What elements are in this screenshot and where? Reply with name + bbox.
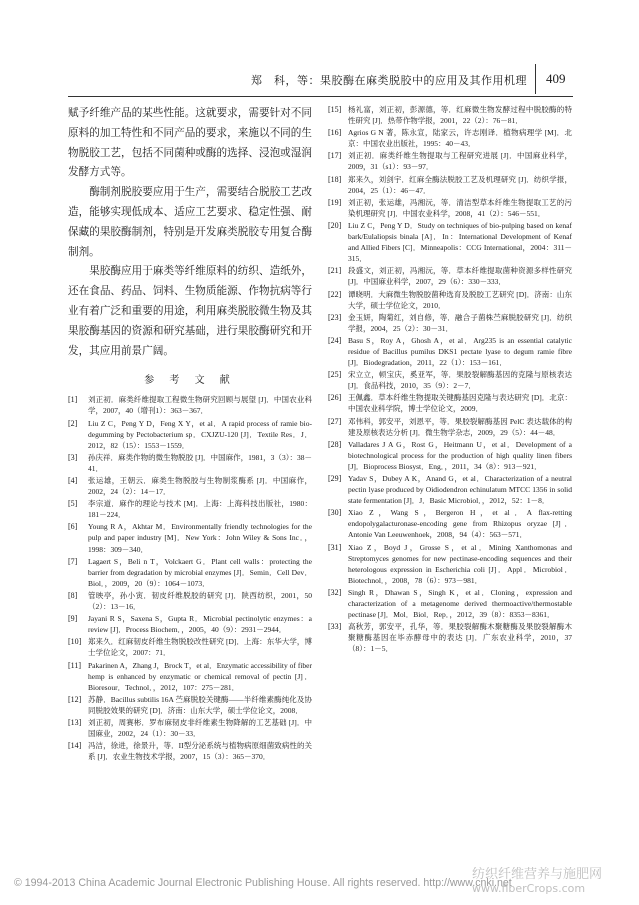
- reference-text: 苏静．Bacillus subtilis 16A 苎麻脱胶关键酶——半纤维素酶纯化及协同脱胶效果的研究 [D]．济南：山东大学，硕士学位论文，2008．: [88, 694, 312, 715]
- reference-item: [328, 150, 572, 172]
- reference-item: [328, 127, 572, 149]
- reference-text: 郑来久，刘剑宇．红麻全酶法脱胶工艺及机理研究 [J]．纺织学报，2004，25（1）：46－47．: [348, 174, 572, 195]
- reference-item: [68, 717, 312, 739]
- reference-number: [27]: [328, 416, 342, 426]
- reference-number: [18]: [328, 174, 342, 184]
- reference-text: 孙庆祥．麻类作物的微生物脱胶 [J]．中国麻作，1981，3（3）：38－41．: [88, 452, 312, 473]
- reference-item: [328, 416, 572, 438]
- reference-text: 管映亭，孙小寅．韧皮纤维脱胶的研究 [J]．陕西纺织，2001，50（2）：13－16．: [88, 590, 312, 612]
- reference-item: [68, 590, 312, 612]
- reference-list-left: [68, 394, 312, 762]
- reference-text: 刘正初．麻类纤维提取工程微生物研究回顾与展望 [J]．中国农业科学，2007，40（增刊1）：363－367．: [88, 395, 312, 416]
- reference-text: Jayani R S，Saxena S，Gupta R．Microbial pectinolytic enzymes：a review [J]．Process Biochem．，2005，40（9）：2931－2944．: [88, 614, 312, 635]
- header-divider: [535, 64, 536, 94]
- reference-text: Pakarinen A，Zhang J，Brock T，et al．Enzymatic accessibility of fiber hemp is enhanced by enzymatic or chemical removal of pectin [J]．Bioresour．Technol．，2012，107：275－281．: [88, 660, 312, 692]
- reference-item: [328, 369, 572, 391]
- reference-number: [20]: [328, 220, 342, 230]
- reference-number: [2]: [68, 418, 78, 428]
- header-rule: [68, 96, 573, 97]
- reference-item: [328, 335, 572, 368]
- reference-item: [328, 507, 572, 540]
- reference-item: [328, 197, 572, 219]
- reference-number: [30]: [328, 508, 342, 518]
- reference-text: 谭晓明．大麻微生物脱胶菌种选育及脱胶工艺研究 [D]．济南：山东大学，硕士学位论文，2010．: [348, 289, 572, 310]
- reference-text: Xiao Z，Boyd J，Grosse S，et al．Mining Xanthomonas and Streptomyces genomes for new pectinase-encoding sequences and their heterologous expression in Escherichia coli [J]．Appl．Microbiol．Biotechnol．，2008，78（6）：973－981．: [348, 542, 572, 585]
- reference-text: 高秋芳，郭安平，孔华，等．果胶裂解酶木聚糖酶及果胶裂解酶木聚糖酶基因在毕赤酵母中的表达 [J]．广东农业科学，2010，37（8）：1－5．: [348, 622, 572, 654]
- reference-list-right: [328, 104, 572, 655]
- reference-number: [23]: [328, 312, 342, 322]
- watermark-url: www.fiberCrops.com: [472, 882, 586, 895]
- body-paragraph: 果胶酶应用于麻类等纤维原料的纺织、造纸外，还在食品、药品、饲料、生物质能源、作物抗病等行业有着广泛和重要的用途，利用麻类脱胶微生物及其果胶酶基因的资源和研究基础，进行果胶酶研究和开发，其应用前景广阔。: [68, 265, 312, 357]
- reference-item: [328, 621, 572, 654]
- copyright-footer: © 1994-2013 China Academic Journal Electronic Publishing House. All rights reserved. http://www.cnki.net: [14, 877, 512, 889]
- reference-number: [21]: [328, 266, 342, 276]
- reference-number: [5]: [68, 499, 78, 509]
- reference-text: 郑来久．红麻韧皮纤维生物脱胶改性研究 [D]．上海：东华大学，博士学位论文，2007：71．: [88, 637, 312, 658]
- reference-number: [6]: [68, 522, 78, 532]
- reference-item: [68, 475, 312, 497]
- reference-item: [68, 694, 312, 716]
- reference-text: 金玉妍，陶菊红，刘自修，等．融合子菌株苎麻脱胶研究 [J]．纺织学报，2004，25（2）：30－31．: [348, 312, 572, 333]
- reference-text: Valladares J A G，Rost G，Heitmann U，et al．Development of a biotechnological process for the production of high quality linen fibers [J]．Bioprocess Biosyst．Eng．，2011，34（8）：913－921．: [348, 439, 572, 471]
- reference-number: [14]: [68, 741, 82, 751]
- reference-text: Lagaert S，Beli n T，Volckaert G．Plant cell walls：protecting the barrier from degradation by microbial enzymes [J]．Semin．Cell Dev．Biol．，2009，20（9）：1064－1073．: [88, 556, 312, 588]
- reference-text: 杨礼富，刘正初，彭源德，等．红麻微生物发酵过程中脱胶酶的特性研究 [J]．热带作物学报，2001，22（2）：76－81．: [348, 105, 572, 126]
- reference-text: Agrios G N 著，陈永宣，陆家云，许志刚译．植物病理学 [M]．北京：中国农业出版社，1995：40－43．: [348, 128, 572, 149]
- reference-item: [328, 289, 572, 311]
- reference-number: [3]: [68, 452, 78, 462]
- reference-item: [328, 104, 572, 126]
- reference-number: [16]: [328, 128, 342, 138]
- reference-item: [68, 636, 312, 658]
- reference-text: 张运雄，王朝云．麻类生物脱胶与生物制浆酶系 [J]．中国麻作，2002，24（2）：14－17．: [88, 476, 312, 497]
- reference-text: Liu Z C，Peng Y D，Feng X Y，et al．A rapid process of ramie bio-degumming by Pectobacterium sp．CXJZU-120 [J]．Textile Res．J．2012，82（15）：1553－1559．: [88, 418, 312, 450]
- reference-item: [68, 660, 312, 693]
- running-title: 郑 科，等：果胶酶在麻类脱胶中的应用及其作用机理: [251, 74, 527, 87]
- reference-number: [7]: [68, 556, 78, 566]
- reference-number: [12]: [68, 694, 82, 704]
- reference-text: Xiao Z，Wang S，Bergeron H，et al．A flax-retting endopolygalacturonase-encoding gene from Rhizopus oryzae [J]．Antonie Van Leeuwenhoek，2008，94（4）：563－571．: [348, 508, 572, 540]
- reference-item: [68, 452, 312, 474]
- right-column: [328, 104, 572, 656]
- page-number: 409: [546, 71, 566, 86]
- reference-number: [19]: [328, 197, 342, 207]
- reference-number: [29]: [328, 474, 342, 483]
- reference-number: [1]: [68, 395, 78, 405]
- reference-text: 王佩鑫．草本纤维生物提取关键酶基因克隆与表达研究 [D]．北京：中国农业科学院，博士学位论文，2009．: [348, 393, 572, 414]
- reference-item: [328, 587, 572, 620]
- reference-number: [10]: [68, 637, 82, 647]
- body-paragraph: 酶制剂脱胶要应用于生产，需要结合脱胶工艺改造，能够实现低成本、适应工艺要求、稳定性强、耐保藏的果胶酶制剂，特别是开发麻类脱胶专用复合酶制剂。: [68, 186, 312, 258]
- reference-number: [4]: [68, 476, 78, 486]
- reference-number: [17]: [328, 151, 342, 161]
- body-paragraph: 赋予纤维产品的某些性能。这就要求，需要针对不同原料的加工特性和不同产品的要求，来施以不同的生物脱胶工艺，包括不同菌种或酶的选择、浸泡或湿润发酵方式等。: [68, 107, 312, 179]
- reference-number: [8]: [68, 590, 78, 600]
- reference-text: 冯洁，徐进，徐景升，等．II型分泌系统与植物病原细菌致病性的关系 [J]．农业生物技术学报，2007，15（3）：365－370．: [88, 741, 312, 762]
- reference-item: [68, 740, 312, 762]
- references-title: 参 考 文 献: [144, 375, 236, 387]
- watermark-title: 纺织纤维营养与施肥网: [472, 867, 603, 882]
- reference-number: [13]: [68, 717, 82, 727]
- reference-item: [68, 556, 312, 589]
- reference-number: [24]: [328, 335, 342, 345]
- site-watermark: [472, 868, 602, 896]
- reference-item: [328, 392, 572, 414]
- reference-item: [328, 542, 572, 586]
- reference-text: 宋立立，顿宝庆，奚亚军，等．果胶裂解酶基因的克隆与原核表达 [J]．食品科技，2010，35（9）：2－7．: [348, 370, 572, 391]
- reference-item: [68, 418, 312, 451]
- reference-number: [28]: [328, 439, 342, 449]
- reference-text: Young R A，Akhtar M．Environmentally friendly technologies for the pulp and paper industry [M]．New York：John Wiley & Sons Inc．，1998：309－340．: [88, 522, 312, 554]
- reference-text: Basu S，Roy A，Ghosh A，et al．Arg235 is an essential catalytic residue of Bacillus pumilus DKS1 pectate lyase to degum ramie fibre [J]．Biodegradation，2011，22（1）：153－161．: [348, 335, 572, 368]
- reference-item: [68, 498, 312, 520]
- reference-item: [68, 613, 312, 635]
- reference-number: [11]: [68, 660, 82, 670]
- reference-item: [328, 439, 572, 472]
- reference-text: 段盛文，刘正初，冯湘沅，等．草本纤维提取菌种资源多样性研究 [J]．中国麻业科学，2007，29（6）：330－333．: [348, 266, 572, 287]
- reference-text: 邓伟科，郭安平，刘恩平，等．果胶裂解酶基因 PelC 表达载体的构建及原核表达分析 [J]．微生物学杂志，2009，29（5）：44－48．: [348, 416, 572, 437]
- reference-number: [33]: [328, 622, 342, 632]
- reference-text: Liu Z C，Peng Y D．Study on techniques of bio-pulping based on kenaf bark/Eulaliopsis binala [A]．In：International Development of Kenaf and Allied Fibers [C]．Minneapolis：CCG International，2004：311－315．: [348, 220, 572, 264]
- reference-item: [68, 394, 312, 416]
- reference-text: 刘正初，周赛彬．罗布麻韧皮非纤维素生物降解的工艺基础 [J]．中国麻业，2002，24（1）：30－33．: [88, 717, 312, 739]
- reference-item: [328, 473, 572, 506]
- reference-number: [15]: [328, 105, 342, 114]
- reference-item: [328, 265, 572, 287]
- reference-number: [32]: [328, 587, 342, 597]
- reference-number: [22]: [328, 289, 342, 299]
- reference-text: 刘正初．麻类纤维生物提取与工程研究进展 [J]．中国麻业科学，2009，31（s1）：93－97．: [348, 151, 572, 172]
- reference-text: Singh R，Dhawan S，Singh K，et al．Cloning，expression and characterization of a metagenome derived thermoactive/thermostable pectinase [J]．Mol．Biol．Rep．，2012，39（8）：8353－8361．: [348, 587, 572, 620]
- reference-number: [25]: [328, 370, 342, 380]
- reference-number: [26]: [328, 393, 342, 403]
- reference-number: [31]: [328, 542, 342, 552]
- reference-item: [328, 174, 572, 196]
- reference-number: [9]: [68, 614, 78, 624]
- left-column: [68, 104, 312, 763]
- reference-item: [68, 521, 312, 554]
- reference-text: 刘正初，张运雄，冯湘沅，等．清洁型草本纤维生物提取工艺的污染机理研究 [J]．中国农业科学，2008，41（2）：546－551．: [348, 197, 572, 218]
- reference-text: Yadav S，Dubey A K，Anand G，et al．Characterization of a neutral pectin lyase produced by Oidiodendron echinulatum MTCC 1356 in solid state fermentation [J]．J．Basic Microbiol．，2012，52：1－8．: [348, 474, 572, 506]
- reference-item: [328, 220, 572, 264]
- reference-text: 李宗道．麻作的理论与技术 [M]．上海：上海科技出版社，1980：181－224．: [88, 499, 312, 520]
- reference-item: [328, 312, 572, 334]
